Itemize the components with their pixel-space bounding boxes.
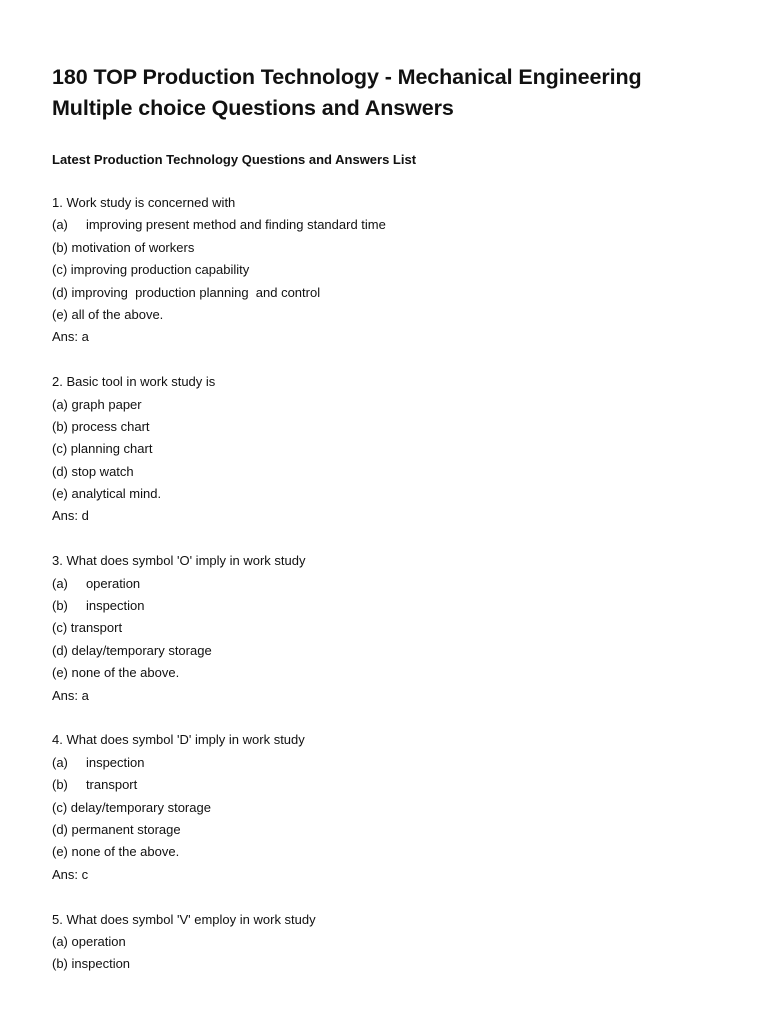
- question-4-option-c: (c) delay/temporary storage: [52, 799, 211, 815]
- question-2-option-c: (c) planning chart: [52, 441, 153, 457]
- question-4: [52, 729, 732, 886]
- question-5-stem: 5. What does symbol 'V' employ in work study: [52, 911, 316, 927]
- question-2: [52, 371, 732, 528]
- question-1-option-a: (a) improving present method and finding standard time: [52, 217, 386, 233]
- question-3-option-e: (e) none of the above.: [52, 665, 180, 681]
- question-5-option-b: (b) inspection: [52, 956, 131, 972]
- question-2-option-e: (e) analytical mind.: [52, 486, 162, 502]
- question-1: [52, 192, 732, 349]
- question-1-option-e: (e) all of the above.: [52, 306, 164, 322]
- question-3-option-c: (c) transport: [52, 620, 123, 636]
- question-4-answer: Ans: c: [52, 866, 89, 882]
- question-3-option-b: (b) inspection: [52, 598, 145, 614]
- question-4-stem: 4. What does symbol 'D' imply in work study: [52, 732, 305, 748]
- question-2-answer: Ans: d: [52, 508, 89, 524]
- question-3-option-d: (d) delay/temporary storage: [52, 642, 212, 658]
- question-2-option-a: (a) graph paper: [52, 396, 142, 412]
- question-1-option-d: (d) improving production planning and control: [52, 284, 321, 300]
- question-3: [52, 550, 732, 707]
- question-1-answer: Ans: a: [52, 329, 89, 345]
- question-4-option-b: (b) transport: [52, 777, 138, 793]
- question-3-answer: Ans: a: [52, 687, 89, 703]
- section-subtitle: Latest Production Technology Questions and Answers List: [52, 152, 417, 167]
- question-3-option-a: (a) operation: [52, 575, 141, 591]
- question-4-option-d: (d) permanent storage: [52, 821, 181, 837]
- document-page: [52, 62, 732, 998]
- title-line-2: Multiple choice Questions and Answers: [52, 96, 454, 120]
- question-2-option-d: (d) stop watch: [52, 463, 134, 479]
- question-5-option-a: (a) operation: [52, 933, 126, 949]
- question-4-option-a: (a) inspection: [52, 754, 145, 770]
- question-5: [52, 909, 732, 976]
- question-2-stem: 2. Basic tool in work study is: [52, 374, 216, 390]
- title-line-1: 180 TOP Production Technology - Mechanical Engineering: [52, 65, 642, 89]
- question-list: [52, 192, 732, 976]
- question-2-option-b: (b) process chart: [52, 418, 150, 434]
- question-1-option-b: (b) motivation of workers: [52, 239, 195, 255]
- question-4-option-e: (e) none of the above.: [52, 844, 180, 860]
- question-1-option-c: (c) improving production capability: [52, 262, 250, 278]
- document-title: [52, 62, 732, 124]
- question-3-stem: 3. What does symbol 'O' imply in work study: [52, 553, 306, 569]
- question-1-stem: 1. Work study is concerned with: [52, 195, 236, 210]
